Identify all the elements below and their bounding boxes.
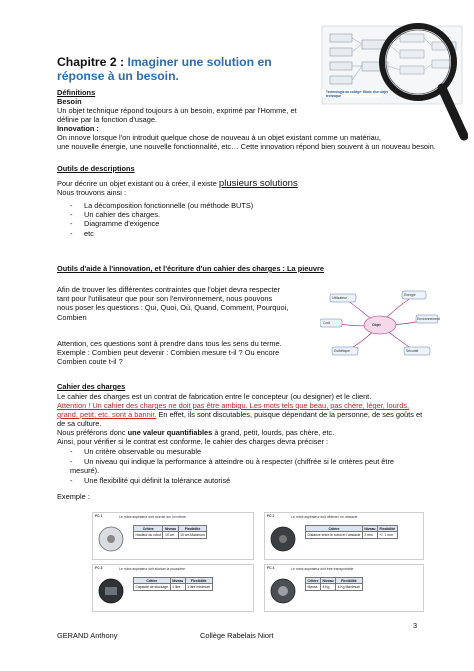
attention-line-1: Attention ! Un cahier des charges ne doit pas être ambigu. Les mots tels que beau, pas chère, léger, lourds, [57, 401, 410, 410]
spec-table: Critère Niveau Flexibilité Distance entre le robot et l'obstacle 2 mm +/- 1 mm [307, 526, 396, 537]
spec-table: Critère Niveau Flexibilité Masse 4 Kg 4 Kg Maximum [307, 578, 361, 589]
chapter-title: Imaginer une solution en réponse à un besoin. [57, 55, 272, 83]
footer-author: GERAND Anthony [57, 631, 118, 640]
descriptions-sub: Nous trouvons ainsi : [57, 188, 127, 197]
cahier-line-1: Le cahier des charges est un contrat de fabrication entre le concepteur (ou designer) et le client. [57, 392, 372, 401]
list-item: - Une flexibilité qui définit la tolérance autorisé [70, 476, 460, 485]
besoin-line-2: définie par la fonction d'usage. [57, 115, 158, 124]
list-item: - La décomposition fonctionnelle (ou méthode BUTS) [70, 201, 450, 210]
list-item: - etc [70, 229, 450, 238]
list-item: - Un critère observable ou mesurable [70, 447, 460, 456]
example-card: FC 4 Le robot aspirateur doit être transportable Critère Niveau Flexibilité Masse 4 Kg 4 Kg Maximum [264, 564, 424, 612]
spec-table: Critère Niveau Flexibilité Capacité de stockage 1 litre 1 litre minimum [135, 578, 211, 589]
diagram-node: Utilisateur [332, 296, 348, 300]
list-item: - Diagramme d'exigence [70, 219, 450, 228]
innovation-line-1: On innove lorsque l'on introduit quelque chose de nouveau à un objet existant comme un matériau, [57, 133, 381, 142]
besoin-line-1: Un objet technique répond toujours à un besoin, exprimé par l'Homme, et [57, 106, 297, 115]
example-card: FC 1 Le robot aspirateur doit tourner sur lui même Critère Niveau Flexibilité Hauteur du robot 10 cm 10 cm Maximum [92, 512, 254, 560]
list-item: - Un cahier des charges. [70, 210, 450, 219]
diagram-node: Esthétique [334, 349, 351, 353]
robot-vacuum-icon [97, 525, 125, 553]
diagram-node: Coût [323, 321, 331, 325]
exemple-label: Exemple : [57, 492, 90, 501]
list-item-continuation: mesuré). [70, 466, 100, 476]
example-card: FC 2 Le robot aspirateur doit détecter un obstacle Critère Niveau Flexibilité Distance entre le robot et l'obstacle 2 mm +/- 1 mm [264, 512, 424, 560]
pieuvre-paragraph-1: Afin de trouver les différentes contraintes que l'objet devra respecter tant pour l'utilisateur que pour son l'environnement, nous pouvons nous poser les questions : Qui, Quoi, Où, Quand, Comment, Pourquoi, Combien [57, 285, 289, 322]
pieuvre-paragraph-2: Attention, ces questions sont à prendre dans tous les sens du terme. Exemple : Combien peut devenir : Combien mesure t-il ? Ou encore Combien coute t-il ? [57, 339, 282, 367]
descriptions-heading: Outils de descriptions [57, 164, 135, 173]
descriptions-list [70, 201, 450, 238]
pieuvre-diagram [320, 285, 440, 365]
header-caption: Technologie au collège: Etude d'un objet technique [326, 90, 388, 98]
definitions-heading: Définitions [57, 88, 96, 97]
innovation-label: Innovation : [57, 124, 99, 133]
pieuvre-heading: Outils d'aide à l'innovation, et l'écriture d'un cahier des charges : La pieuvre [57, 264, 325, 273]
spec-table: Critère Niveau Flexibilité Hauteur du robot 10 cm 10 cm Maximum [135, 526, 205, 537]
example-card: FC 3 Le robot aspirateur doit stocker la poussière Critère Niveau Flexibilité Capacité de stockage 1 litre 1 litre minimum [92, 564, 254, 612]
descriptions-intro: Pour décrire un objet existant ou à créer, il existe plusieurs solutions [57, 178, 298, 189]
cahier-list [70, 447, 460, 485]
attention-line-2: grand, petit, etc. sont à bannir. En effet, ils sont discutables, puisque dépendant de la personne, de ses goûts et [57, 410, 423, 419]
diagram-node: Energie [404, 293, 416, 297]
diagram-node: Sécurité [406, 349, 419, 353]
list-item: - Un niveau qui indique la performance à atteindre ou à respecter (chiffrée si le critères peut être [70, 457, 460, 466]
chapter-label: Chapitre 2 : [57, 55, 128, 69]
page-title [57, 55, 319, 83]
besoin-label: Besoin [57, 97, 82, 106]
page-number: 3 [413, 621, 418, 630]
diagram-node: Environnement [417, 317, 440, 321]
robot-vacuum-icon [269, 577, 297, 605]
cahier-line-4: de sa culture. [57, 419, 102, 428]
cahier-heading: Cahier des charges [57, 382, 126, 391]
footer-school: Collège Rabelais Niort [200, 631, 274, 640]
cahier-line-6: Ainsi, pour vérifier si le contrat est conforme, le cahier des charges devra préciser : [57, 437, 329, 446]
highlight-solutions: plusieurs solutions [218, 178, 298, 189]
innovation-line-2: une nouvelle énergie, une nouvelle fonctionnalité, etc… Cette innovation répond bien souvent à un nouveau besoin. [57, 142, 436, 151]
diagram-center: Objet [372, 323, 381, 327]
robot-vacuum-icon [97, 577, 125, 605]
cahier-line-5: Nous préférons donc une valeur quantifiables à grand, petit, lourds, pas chère, etc. [57, 428, 335, 437]
robot-vacuum-icon [269, 525, 297, 553]
